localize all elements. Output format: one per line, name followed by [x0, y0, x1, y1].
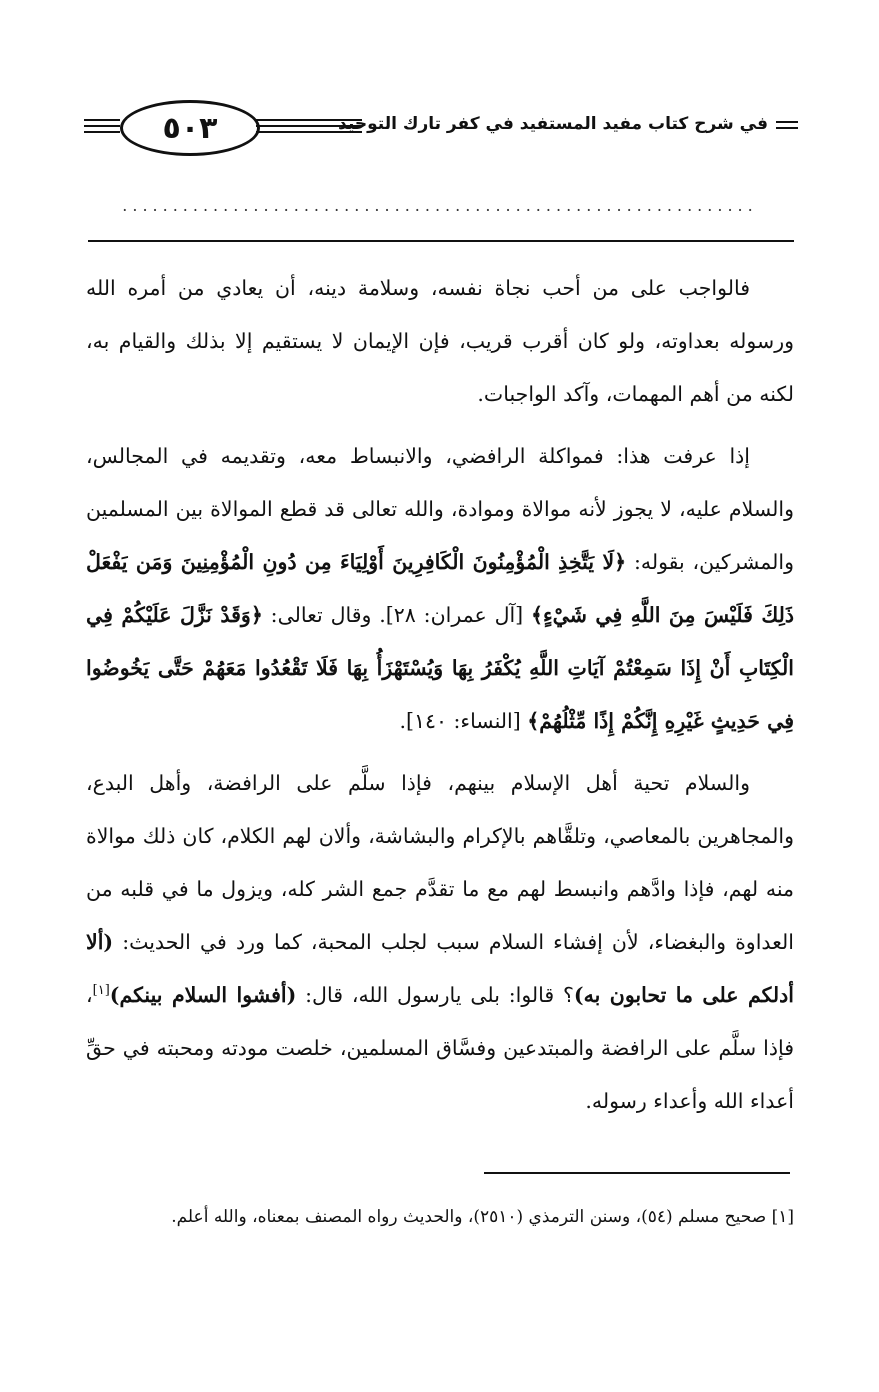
page-number-badge — [120, 100, 260, 156]
text-segment: [النساء: ١٤٠]. — [399, 709, 528, 733]
paragraph — [86, 430, 794, 748]
badge-rule-left — [84, 119, 120, 121]
quran-verse: ﴿وَقَدْ نَزَّلَ عَلَيْكُمْ فِي الْكِتَابِ أَنْ إِذَا سَمِعْتُمْ آيَاتِ اللَّهِ يُكْفَرُ بِهَا وَيُسْتَهْزَأُ بِهَا فَلَا تَقْعُدُوا مَعَهُمْ حَتَّى يَخُوضُوا فِي حَدِيثٍ غَيْرِهِ إِنَّكُمْ إِذًا مِّثْلُهُمْ﴾ — [86, 603, 794, 733]
quran-verse: ﴿لَا يَتَّخِذِ الْمُؤْمِنُونَ الْكَافِرِينَ أَوْلِيَاءَ مِن دُونِ الْمُؤْمِنِينَ وَمَن يَفْعَلْ ذَلِكَ فَلَيْسَ مِنَ اللَّهِ فِي شَيْءٍ﴾ — [86, 550, 794, 627]
title-rule — [776, 121, 798, 123]
footnote-rule — [484, 1172, 790, 1174]
hadith-quote: (ألا أدلكم على ما تحابون به) — [86, 930, 794, 1007]
text-segment: فالواجب على من أحب نجاة نفسه، وسلامة دينه، أن يعادي من أمره الله ورسوله بعداوته، ولو كان أقرب قريب، فإن الإيمان لا يستقيم إلا بذلك والقيام به، لكنه من أهم المهمات، وآكد الواجبات. — [86, 276, 794, 406]
book-title: في شرح كتاب مفيد المستفيد في كفر تارك التوحيد — [338, 114, 768, 134]
main-text — [86, 262, 794, 1128]
footnote-marker: [١] — [92, 983, 110, 999]
header-rule — [88, 240, 794, 242]
title-rule — [776, 127, 798, 129]
paragraph — [86, 757, 794, 1128]
text-segment: [آل عمران: ٢٨]. وقال تعالى: — [262, 603, 531, 627]
text-segment: ، فإذا سلَّم على الرافضة والمبتدعين وفسَّاق المسلمين، خلصت مودته ومحبته في حقِّ أعداء الله وأعداء رسوله. — [86, 983, 794, 1113]
badge-rule-left — [84, 131, 120, 133]
footnote — [86, 1192, 794, 1242]
text-segment: والسلام تحية أهل الإسلام بينهم، فإذا سلَّم على الرافضة، وأهل البدع، والمجاهرين بالمعاصي، وتلقَّاهم بالإكرام والبشاشة، وألان لهم الكلام، كان ذلك موالاة منه لهم، فإذا وادَّهم وانبسط لهم مع ما تقدَّم جمع الشر كله، ويزول ما في قلبه من العداوة والبغضاء، لأن إفشاء السلام سبب لجلب المحبة، كما ورد في الحديث: — [86, 771, 794, 954]
dotted-separator: ............................................................... — [122, 196, 758, 215]
text-segment: إذا عرفت هذا: فمواكلة الرافضي، والانبساط معه، وتقديمه في المجالس، والسلام عليه، لا يجوز لأنه موالاة وموادة، والله تعالى قد قطع الموالاة بين المسلمين والمشركين، بقوله: — [86, 444, 794, 574]
page-number: ٥٠٣ — [162, 110, 218, 146]
footnote-text: [١] صحيح مسلم (٥٤)، وسنن الترمذي (٢٥١٠)، والحديث رواه المصنف بمعناه، والله أعلم. — [171, 1207, 794, 1227]
text-segment: ؟ قالوا: بلى يارسول الله، قال: — [296, 983, 574, 1007]
page-header — [80, 92, 798, 164]
hadith-quote: (أفشوا السلام بينكم) — [109, 983, 297, 1007]
badge-rule-left — [84, 125, 120, 127]
paragraph — [86, 262, 794, 421]
